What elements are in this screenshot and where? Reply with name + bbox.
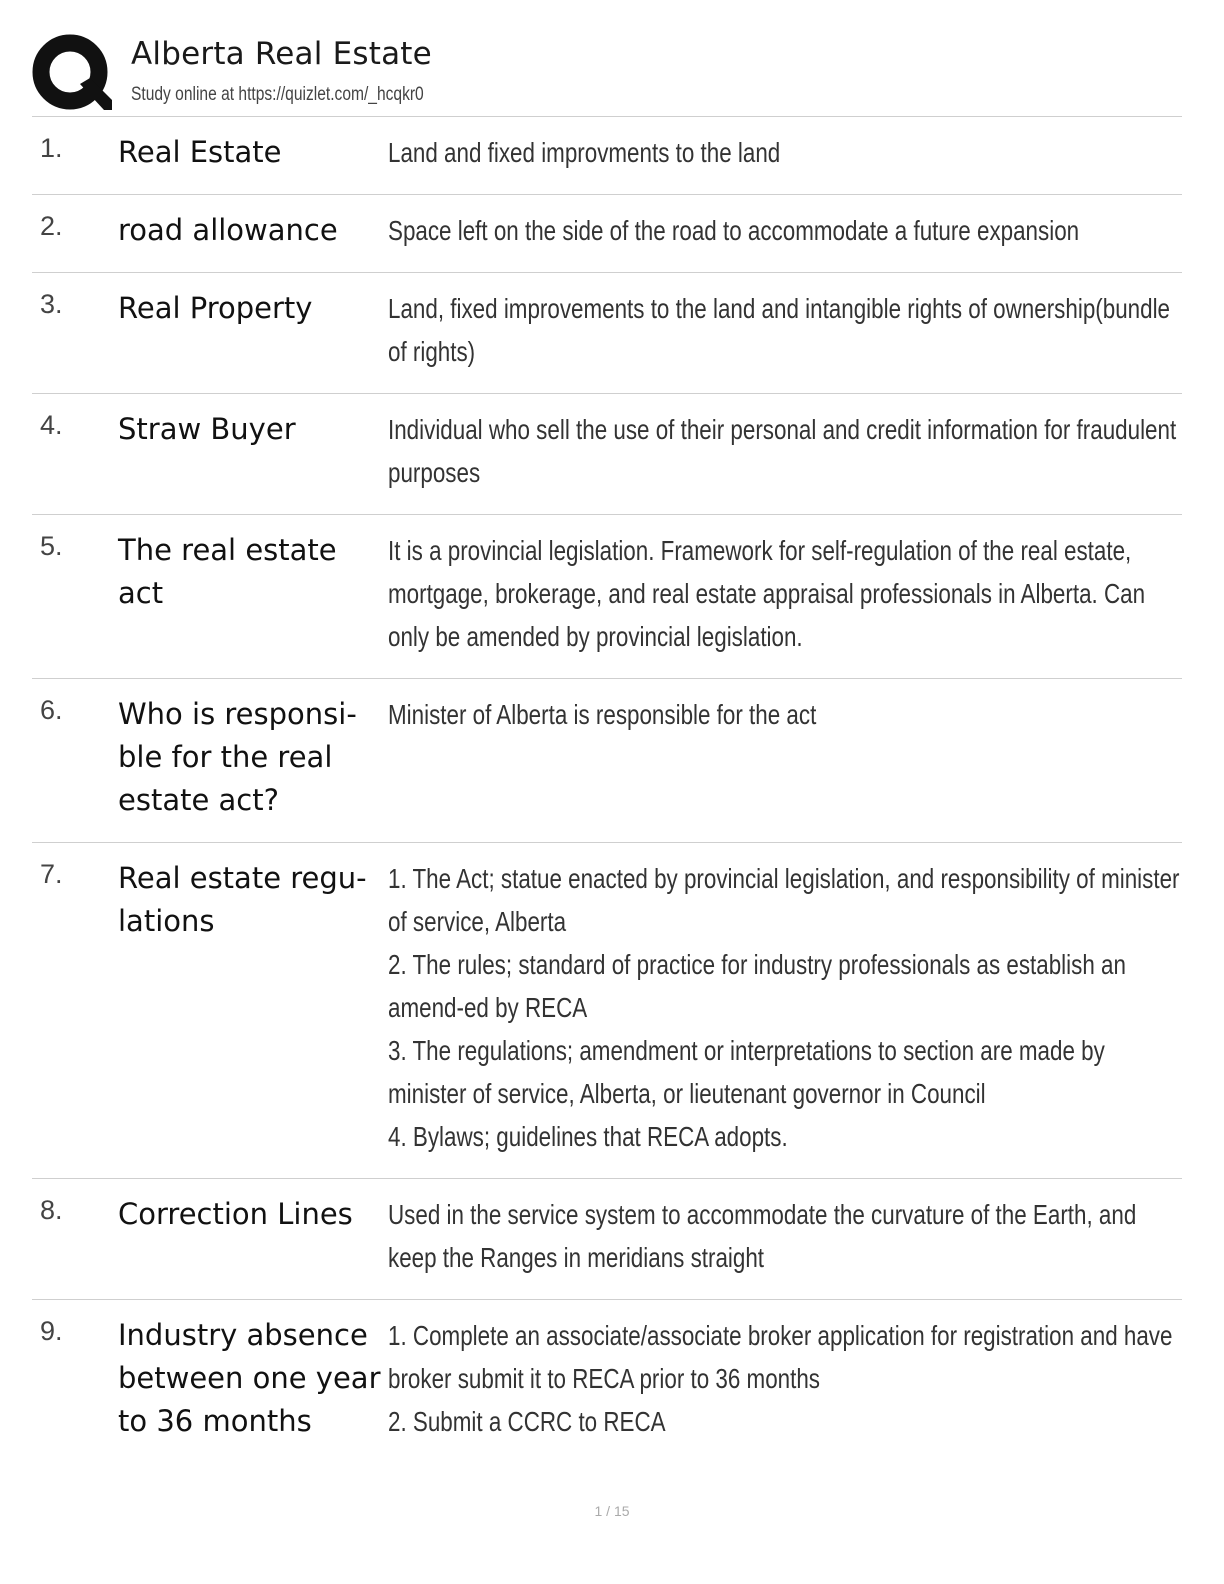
flashcard-row — [32, 1300, 1182, 1463]
card-definition-text: Used in the service system to accommodate the curvature of the Earth, and keep the Ranges in meridians straight — [388, 1199, 1137, 1273]
card-definition-text: 1. Complete an associate/associate broker application for registration and have broker submit it to RECA prior to 36 months 2. Submit a CCRC to RECA — [388, 1320, 1173, 1437]
quizlet-q-logo-icon — [32, 34, 112, 114]
card-term: Real estate regu-​lations — [118, 861, 367, 938]
flashcard-row — [32, 679, 1182, 843]
card-definition — [388, 529, 1182, 658]
card-definition — [388, 131, 1182, 174]
card-definition-text: Minister of Alberta is responsible for the act — [388, 699, 817, 730]
card-definition-text: Individual who sell the use of their personal and credit information for fraudulent purposes — [388, 414, 1177, 488]
page-header — [32, 28, 1182, 116]
card-definition — [388, 1193, 1182, 1279]
study-link-text: Study online at https://quizlet.com/_hcqkr0 — [131, 84, 424, 105]
flashcard-row — [32, 394, 1182, 515]
card-number: 1. — [40, 133, 63, 163]
card-definition-text: Land and fixed improvments to the land — [388, 137, 781, 168]
card-definition — [388, 209, 1182, 252]
card-term: Real Estate — [118, 135, 282, 169]
flashcard-row — [32, 843, 1182, 1179]
card-definition-text: It is a provincial legislation. Framework for self-regulation of the real estate, mortgage, brokerage, and real estate appraisal professionals in Alberta. Can only be amended by provincial legislation. — [388, 535, 1146, 652]
card-number: 9. — [40, 1316, 63, 1346]
card-term: Correction Lines — [118, 1197, 353, 1231]
flashcard-list — [32, 117, 1182, 1463]
card-number: 3. — [40, 289, 63, 319]
page-title: Alberta Real Estate — [131, 36, 432, 72]
card-number: 5. — [40, 531, 63, 561]
card-number: 8. — [40, 1195, 63, 1225]
card-definition — [388, 287, 1182, 373]
card-definition — [388, 693, 1182, 822]
flashcard-row — [32, 117, 1182, 195]
card-definition-text: Land, fixed improvements to the land and intangible rights of ownership(bundle of rights) — [388, 293, 1170, 367]
card-number: 7. — [40, 859, 63, 889]
card-definition-text: 1. The Act; statue enacted by provincial legislation, and responsibility of minister of service, Alberta 2. The rules; standard of practice for industry professionals as establish an amend-ed by RECA 3. The regulations; amendment or interpretations to section are made by minister of service, Alberta, or lieutenant governor in Council 4. Bylaws; guidelines that RECA adopts. — [388, 863, 1180, 1152]
card-definition-text: Space left on the side of the road to accommodate a future expansion — [388, 215, 1080, 246]
card-term: Straw Buyer — [118, 412, 296, 446]
flashcard-row — [32, 195, 1182, 273]
flashcard-row — [32, 1179, 1182, 1300]
page-number: 1 / 15 — [594, 1503, 630, 1519]
card-term: road allowance — [118, 213, 338, 247]
card-number: 2. — [40, 211, 63, 241]
card-definition — [388, 408, 1182, 494]
card-term: Real Property — [118, 291, 313, 325]
card-term: The real estate act — [118, 533, 337, 610]
card-term: Who is responsi-​ble for the real estate act? — [118, 697, 357, 817]
card-number: 4. — [40, 410, 63, 440]
card-term: Industry absence between one year to 36 months — [118, 1318, 381, 1438]
flashcard-row — [32, 515, 1182, 679]
card-definition — [388, 857, 1182, 1158]
flashcard-row — [32, 273, 1182, 394]
card-number: 6. — [40, 695, 63, 725]
card-definition — [388, 1314, 1182, 1443]
